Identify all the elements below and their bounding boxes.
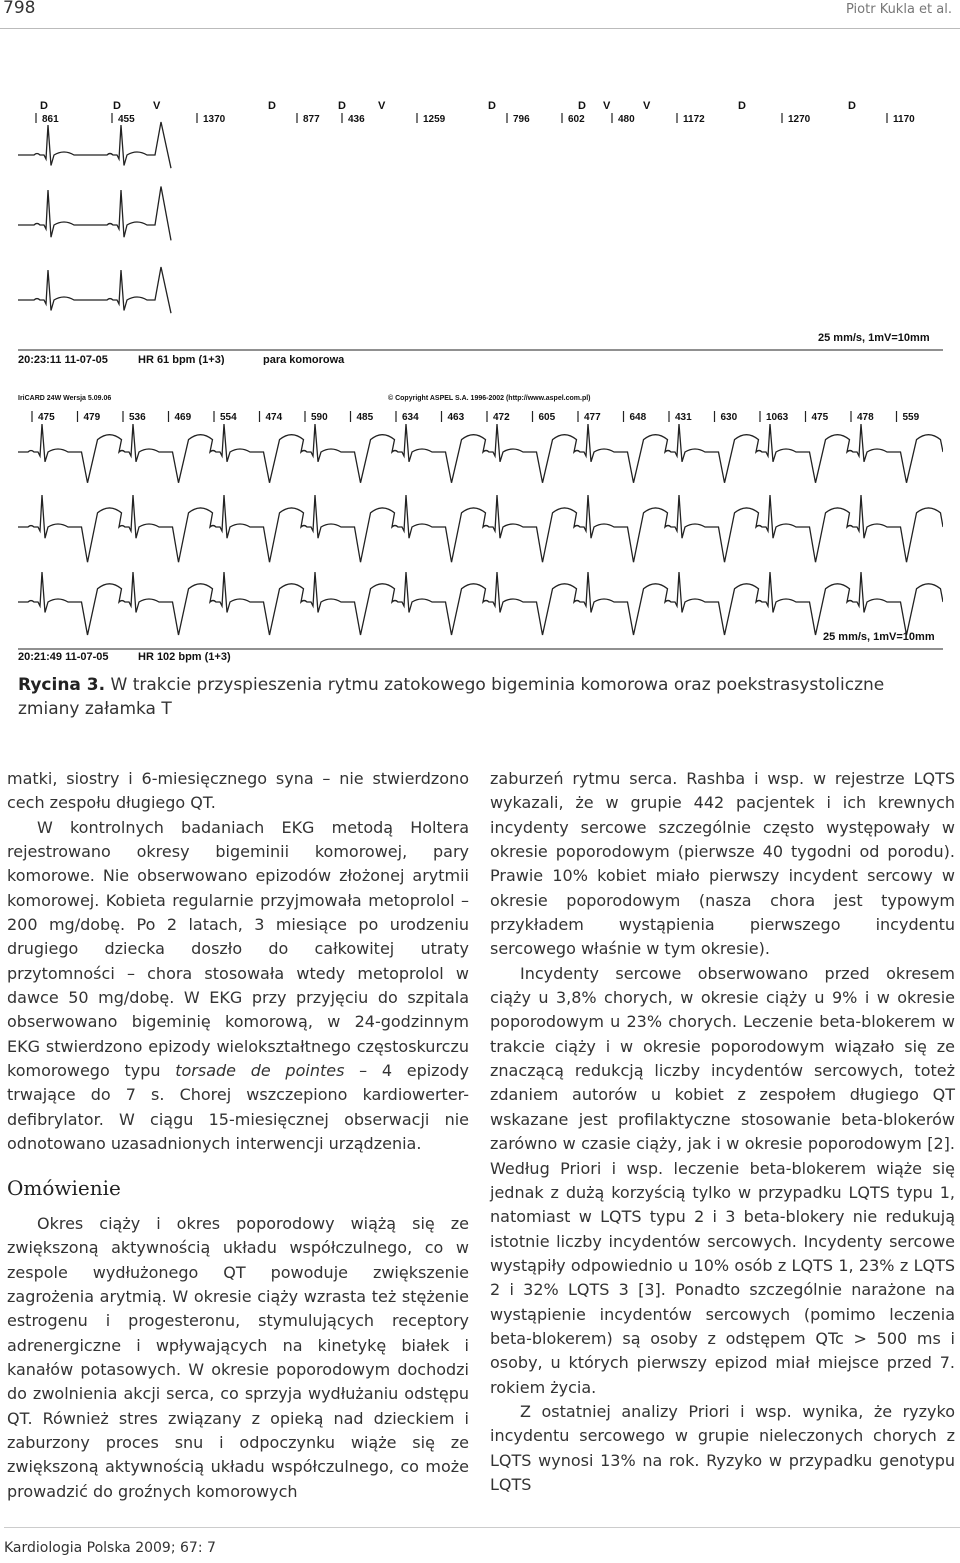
rr-interval: 474 [265,412,283,423]
caption-text: W trakcie przyspieszenia rytmu zatokowego bigeminia komorowa oraz poekstrasystoliczne zmiany załamka T [18,675,885,719]
rr-interval: 1063 [766,412,789,423]
beat-label: D [40,100,48,112]
left-column [7,767,469,1504]
rr-interval: 877 [303,114,320,125]
rr-interval: 485 [356,412,374,423]
p2-text-a: W kontrolnych badaniach EKG metodą Holtera rejestrowano okresy bigeminii komorowej, pary komorowe. Nie obserwowano epizodów złożonej arytmii komorowej. Kobieta regularnie przyjmowała metoprolol – 200 mg/dobę. Po 2 latach, 3 miesiące po urodzeniu drugiego dziecka doszło do całkowitej utraty przytomności – chora stosowała wtedy metoprolol w dawce 50 mg/dobę. W EKG przy przyjęciu do szpitala obserwowano bigeminię komorową, w 24-godzinnym EKG stwierdzono epizody wielokształtnego częstoskurczu komorowego typu [7,817,469,1081]
rr-interval: 554 [220,412,237,423]
rr-interval: 1259 [423,114,446,125]
beat-label: D [848,100,856,112]
ecg-strip-1 [18,95,943,365]
figure-caption [18,673,943,721]
rr-interval: 630 [720,412,738,423]
running-author: Piotr Kukla et al. [846,2,952,17]
rr-interval: 463 [447,412,465,423]
rr-interval: 436 [348,114,365,125]
strip2-software: IriCARD 24W Wersja 5.09.06 [18,395,112,402]
right-paragraph-2: Incydenty sercowe obserwowano przed okresem ciąży u 3,8% chorych, w okresie ciąży u 9% i w okresie poporodowym u 23% chorych. Leczenie beta-blokerem w trakcie ciąży i w okresie poporodowym wiązało się ze znaczącą redukcją liczby incydentów sercowych, toteż zdaniem autorów u kobiet z zespołem długiego QT wskazane jest profilaktyczne stosowanie beta-blokerów zarówno w czasie ciąży, jak i w okresie poporodowym [2]. Według Priori i wsp. leczenie beta-blokerem wiąże się jednak z dużą korzyścią tylko w przypadku LQTS typu 1, natomiast w LQTS typu 2 i 3 beta-blokery nie redukują istotnie liczby incydentów sercowych. Incydenty sercowe wystąpiły odpowiednio u 10% osób z LQTS 1, 23% z LQTS 2 i 32% LQTS 3 [3]. Ponadto szczególnie narażone na wystąpienie incydentów sercowych (pomimo leczenia beta-blokerem) są osoby z odstępem QTc > 500 ms i osoby, u których pierwszy epizod miał miejsce przed 7. rokiem życia. [490,963,955,1397]
rr-interval: 1270 [788,114,811,125]
strip1-event: para komorowa [263,354,345,365]
ecg-strip-2 [18,392,943,664]
rr-interval: 861 [42,114,59,125]
rr-interval: 469 [174,412,192,423]
rr-interval: 796 [513,114,530,125]
ecg-trace [18,122,171,168]
right-column [490,767,955,1497]
beat-label: D [578,100,586,112]
left-paragraph-2 [7,816,469,1157]
strip2-timestamp: 20:21:49 11-07-05 [18,651,109,663]
ecg-strip-1-svg [18,95,943,365]
ecg-trace [18,267,171,313]
left-paragraph-1: matki, siostry i 6-miesięcznego syna – nie stwierdzono cech zespołu długiego QT. [7,769,469,813]
beat-label: V [153,100,161,112]
strip2-hr: HR 102 bpm (1+3) [138,651,231,663]
page-number: 798 [3,0,36,18]
right-paragraph-3: Z ostatniej analizy Priori i wsp. wynika, że ryzyko incydentu sercowego w grupie nieleczonych chorych z LQTS wynosi 13% na rok. Ryzyko w przypadku genotypu LQTS [490,1401,955,1494]
rr-interval: 475 [811,412,829,423]
footer-rule [4,1527,960,1528]
beat-label: V [643,100,651,112]
rr-interval: 431 [675,412,692,423]
rr-interval: 475 [38,412,55,423]
header-rule [0,28,960,29]
beat-label: D [338,100,346,112]
rr-interval: 478 [857,412,874,423]
p2-emphasis: torsade de pointes [175,1061,345,1081]
ecg-trace [18,424,943,483]
rr-interval: 536 [129,412,146,423]
beat-label: D [738,100,746,112]
rr-interval: 634 [402,412,419,423]
strip2-copyright: © Copyright ASPEL S.A. 1996-2002 (http://www.aspel.com.pl) [388,395,591,402]
ecg-trace [18,187,171,241]
rr-interval: 648 [629,412,647,423]
rr-interval: 479 [83,412,101,423]
strip2-speed: 25 mm/s, 1mV=10mm [823,631,935,643]
beat-label: D [268,100,276,112]
beat-label: V [603,100,611,112]
rr-interval: 455 [118,114,135,125]
rr-interval: 472 [493,412,510,423]
rr-interval: 480 [618,114,635,125]
ecg-trace [18,572,943,635]
beat-label: D [113,100,121,112]
left-paragraph-3: Okres ciąży i okres poporodowy wiążą się ze zwiększoną aktywnością układu współczulnego, co w zespole wydłużonego QT powoduje zwiększenie zagrożenia arytmią. W okresie ciąży wzrasta też stężenie estrogenu i progesteronu, stymulujących receptory adrenergiczne i wpływających na kinetykę białek i kanałów potasowych. W okresie poporodowym dochodzi do zwolnienia akcji serca, co sprzyja wydłużaniu odstępu QT. Również stres związany z opieką nad dzieckiem i zaburzony proces snu i odpoczynku wiąże się ze zwiększoną aktywnością układu współczulnego, co może prowadzić do groźnych komorowych [7,1213,469,1501]
rr-interval: 559 [902,412,920,423]
rr-interval: 477 [584,412,601,423]
rr-interval: 605 [538,412,556,423]
rr-interval: 1172 [683,114,705,125]
rr-interval: 1370 [203,114,226,125]
right-paragraph-1: zaburzeń rytmu serca. Rashba i wsp. w rejestrze LQTS wykazali, że w grupie 442 pacjentek i ich krewnych incydenty sercowe szczególnie często występowały w okresie poporodowym (pierwsze 40 tygodni od porodu). Prawie 10% kobiet miało pierwszy incydent sercowy w okresie poporodowym (nasza chora jest typowym przykładem wystąpienia pierwszego incydentu sercowego właśnie w tym okresie). [490,769,955,959]
strip1-speed: 25 mm/s, 1mV=10mm [818,332,930,344]
beat-label: D [488,100,496,112]
rr-interval: 1170 [893,114,915,125]
ecg-trace [18,495,943,562]
journal-footer: Kardiologia Polska 2009; 67: 7 [4,1540,216,1556]
ecg-strip-2-svg [18,392,943,664]
rr-interval: 590 [311,412,328,423]
strip1-timestamp: 20:23:11 11-07-05 [18,354,108,365]
beat-label: V [378,100,386,112]
p2-text-b: – 4 epizody trwające do 7 s. Chorej wszczepiono kardiowerter-defibrylator. W ciągu 15-miesięcznej obserwacji nie odnotowano uzasadnionych interwencji urządzenia. [7,1061,469,1154]
caption-label: Rycina 3. [18,675,106,695]
section-title: Omówienie [7,1175,121,1200]
rr-interval: 602 [568,114,585,125]
strip1-hr: HR 61 bpm (1+3) [138,354,225,365]
